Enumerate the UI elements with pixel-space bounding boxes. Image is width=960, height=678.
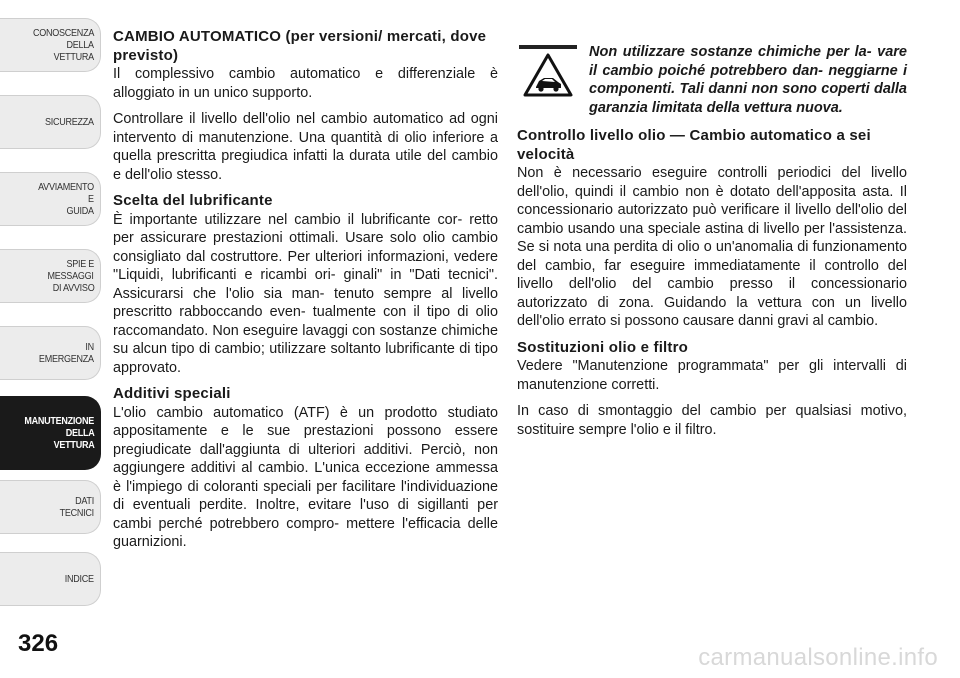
tab-dati-tecnici[interactable] [0, 480, 101, 534]
tab-conoscenza-della-vettura[interactable] [0, 18, 101, 72]
tab-manutenzione-della-vettura[interactable] [0, 396, 101, 470]
warning-text: Non utilizzare sostanze chimiche per la- vare il cambio poiché potrebbero dan- neggiarne i componenti. Tali danni non sono coperti dalla garanzia limitata della vettura nuova. [589, 44, 907, 116]
paragraph: È importante utilizzare nel cambio il lubrificante cor- retto per assicurare prestazioni ottimali. Usare solo olio cambio consigliato dal costruttore. Per ulteriori informazioni, vedere "Liquidi, lubrificanti e ricambi ori- ginali" in "Dati tecnici". Assicurarsi che l'olio sia man- tenuto sempre al livello prescritto rabboccando even- tualmente con il tipo di olio raccomandato. Non eseguire lavaggi con sostanze chimiche su alcun tipo di cambio; utilizzare soltanto lubrificante di tipo approvato. [113, 211, 498, 376]
tab-avviamento-e-guida[interactable] [0, 172, 101, 226]
tab-label: MESSAGGI [47, 270, 94, 282]
tab-label: DI AVVISO [52, 282, 94, 294]
tab-label: E [88, 193, 94, 205]
tab-label: INDICE [64, 573, 94, 585]
page-number: 326 [18, 630, 59, 657]
paragraph: Vedere "Manutenzione programmata" per gli intervalli di manutenzione corretti. [517, 358, 907, 393]
warning-box [517, 43, 907, 117]
tab-label: DELLA [65, 427, 94, 439]
tab-label: CONOSCENZA [32, 27, 94, 39]
tab-label: SICUREZZA [45, 116, 94, 128]
subheading-sostituzioni-olio-filtro: Sostituzioni olio e filtro [517, 338, 689, 356]
tab-sicurezza[interactable] [0, 95, 101, 149]
subheading-scelta-lubrificante: Scelta del lubrificante [113, 192, 273, 209]
subheading-additivi-speciali: Additivi speciali [113, 385, 231, 402]
subheading-controllo-livello-olio: Controllo livello olio — Cambio automatico a sei velocità [517, 127, 871, 163]
left-column [113, 28, 498, 560]
tab-label: MANUTENZIONE [24, 415, 94, 427]
paragraph: Il complessivo cambio automatico e differenziale è alloggiato in un unico supporto. [113, 66, 498, 101]
paragraph: Controllare il livello dell'olio nel cambio automatico ad ogni intervento di manutenzione. Una quantità di olio inferiore a quella prescritta pregiudica infatti la durata utile del cambio e dell'olio stesso. [113, 111, 498, 183]
tab-label: TECNICI [59, 507, 94, 519]
tab-label: VETTURA [53, 439, 94, 451]
tab-label: DATI [75, 495, 94, 507]
tab-in-emergenza[interactable] [0, 326, 101, 380]
tab-label: VETTURA [53, 51, 94, 63]
tab-indice[interactable] [0, 552, 101, 606]
tab-label: DELLA [66, 39, 94, 51]
tab-label: SPIE E [66, 258, 94, 270]
section-heading-cambio-automatico: CAMBIO AUTOMATICO (per versioni/ mercati, dove previsto) [113, 28, 487, 64]
tab-label: AVVIAMENTO [38, 181, 94, 193]
tab-spie-e-messaggi-di-avviso[interactable] [0, 249, 101, 303]
tab-label: GUIDA [66, 205, 94, 217]
watermark: carmanualsonline.info [698, 644, 938, 671]
tab-label: IN [85, 341, 94, 353]
tab-label: EMERGENZA [39, 353, 94, 365]
paragraph: Non è necessario eseguire controlli periodici del livello dell'olio, quindi il cambio non è dotato dell'apposita asta. Il concessionario autorizzato può verificare il livello dell'olio del cambio usando una speciale astina di livello per l'assistenza. Se si nota una perdita di olio o un'anomalia di funzionamento del cambio, far eseguire immediatamente il controllo del livello dell'olio del cambio presso il concessionario autorizzato di zona. Guidando la vettura con un livello dell'olio errato si possono causare danni gravi al cambio. [517, 165, 907, 329]
right-column [517, 43, 907, 447]
paragraph: In caso di smontaggio del cambio per qualsiasi motivo, sostituire sempre l'olio e il filtro. [517, 403, 907, 438]
warning-triangle-car-icon [519, 45, 577, 99]
chapter-tabs [0, 0, 103, 640]
paragraph: L'olio cambio automatico (ATF) è un prodotto studiato appositamente e le sue prestazioni possono essere pregiudicate dall'aggiunta di ulteriori additivi. Perciò, non aggiungere additivi al cambio. L'unica eccezione ammessa è l'impiego di coloranti speciali per facilitare l'individuazione di eventuali perdite. Inoltre, evitare l'uso di sigillanti per cambi perché potrebbero compro- mettere l'efficacia delle guarnizioni. [113, 404, 498, 550]
